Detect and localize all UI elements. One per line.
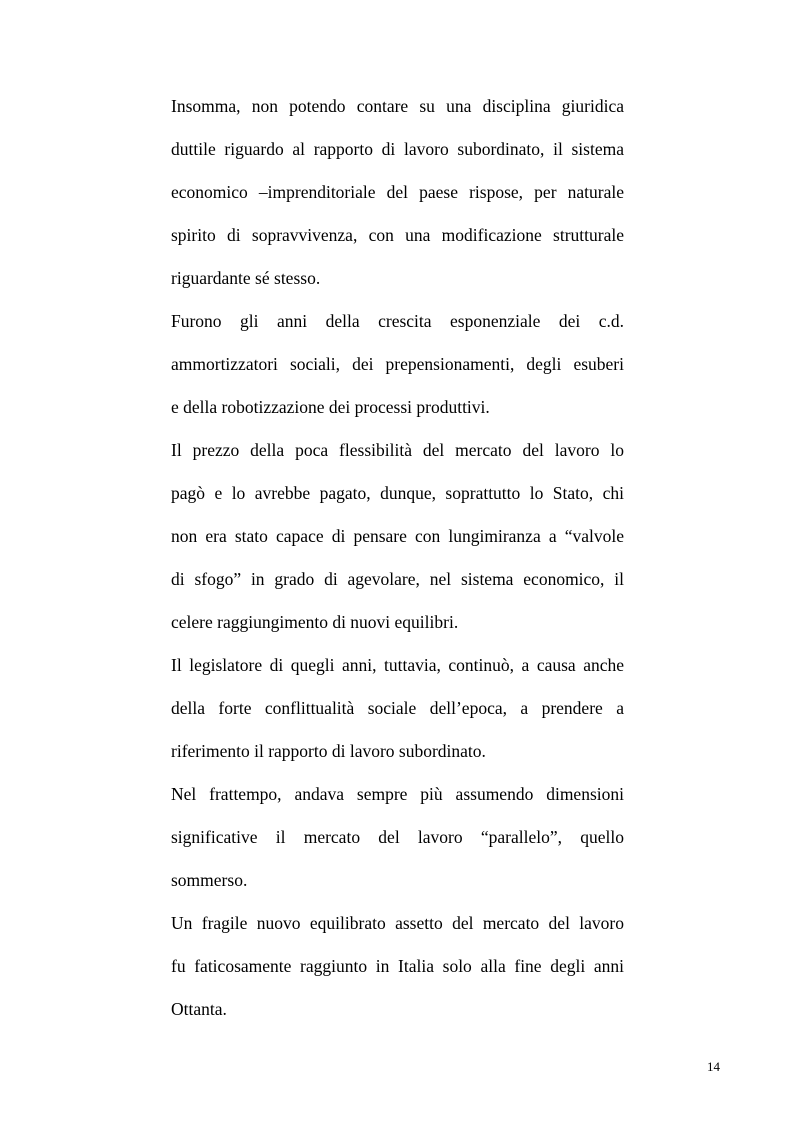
text-line: Un fragile nuovo equilibrato assetto del mercato del lavoro [171,913,624,933]
text-line: Furono gli anni della crescita esponenziale dei c.d. [171,311,624,331]
text-line: Il prezzo della poca flessibilità del mercato del lavoro lo [171,440,624,460]
text-line: Ottanta. [171,999,227,1019]
text-line: celere raggiungimento di nuovi equilibri. [171,612,459,632]
text-line: ammortizzatori sociali, dei prepensionamenti, degli esuberi [171,354,624,374]
text-line: della forte conflittualità sociale dell’epoca, a prendere a [171,698,624,718]
text-line: spirito di sopravvivenza, con una modificazione strutturale [171,225,624,245]
text-line: economico –imprenditoriale del paese rispose, per naturale [171,182,624,202]
text-line: fu faticosamente raggiunto in Italia solo alla fine degli anni [171,956,624,976]
text-line: pagò e lo avrebbe pagato, dunque, soprattutto lo Stato, chi [171,483,624,503]
page-number: 14 [707,1059,720,1074]
text-line: riferimento il rapporto di lavoro subordinato. [171,741,486,761]
text-line: riguardante sé stesso. [171,268,321,288]
text-line: Insomma, non potendo contare su una disciplina giuridica [171,96,624,116]
text-line: duttile riguardo al rapporto di lavoro subordinato, il sistema [171,139,624,159]
body-text [171,89,624,1035]
text-line: Il legislatore di quegli anni, tuttavia, continuò, a causa anche [171,655,624,675]
text-line: di sfogo” in grado di agevolare, nel sistema economico, il [171,569,624,589]
text-line: significative il mercato del lavoro “parallelo”, quello [171,827,624,847]
text-line: e della robotizzazione dei processi produttivi. [171,397,490,417]
text-line: non era stato capace di pensare con lungimiranza a “valvole [171,526,624,546]
text-line: sommerso. [171,870,248,890]
text-line: Nel frattempo, andava sempre più assumendo dimensioni [171,784,624,804]
